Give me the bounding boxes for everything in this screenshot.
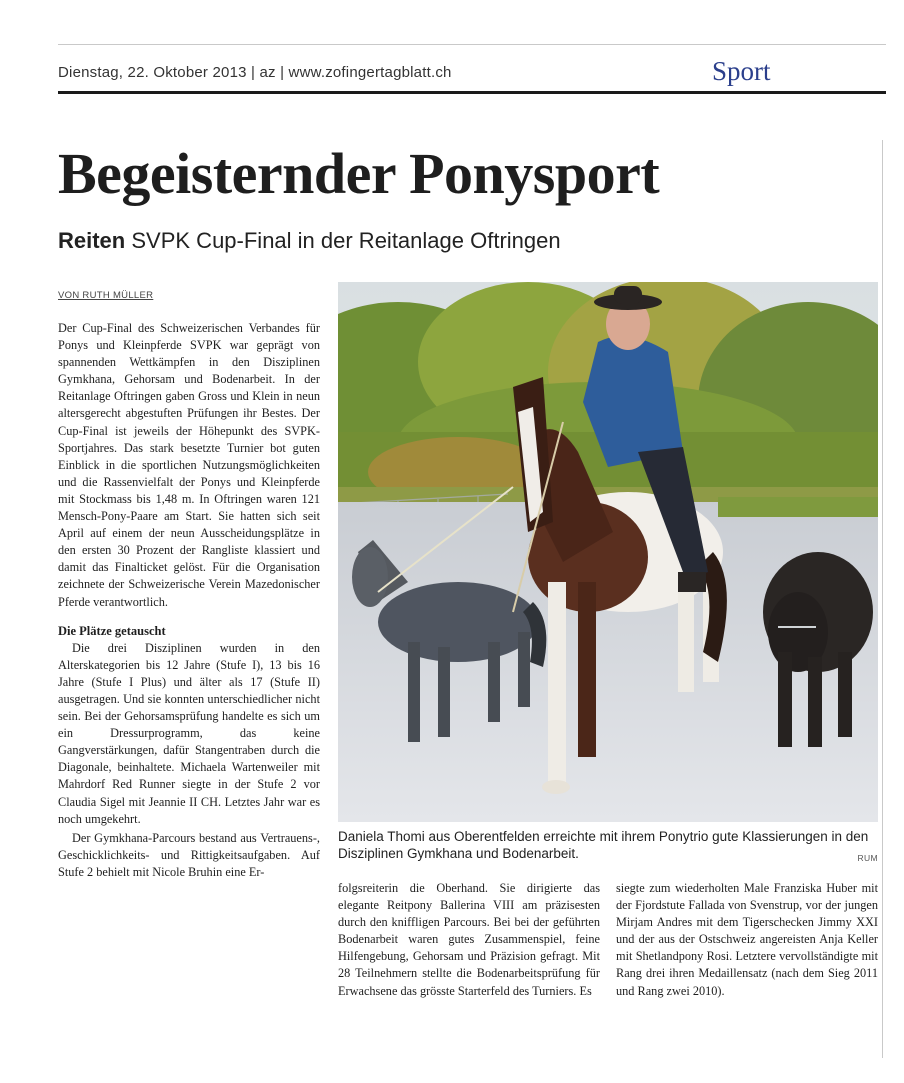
dateline: Dienstag, 22. Oktober 2013 | az | www.zofingertagblatt.ch [58,64,452,81]
photo-caption [338,828,878,867]
caption-text: Daniela Thomi aus Oberentfelden erreichte mit ihrem Ponytrio gute Klassierungen in den Disziplinen Gymkhana und Bodenarbeit. [338,829,869,861]
right-column-rule [882,140,883,1058]
photo-illustration [338,282,878,822]
subheadline-text: SVPK Cup-Final in der Reitanlage Oftringen [131,228,561,253]
subheading: Die Plätze getauscht [58,623,166,638]
lead-paragraph: Der Cup-Final des Schweizerischen Verbandes für Ponys und Kleinpferde SVPK war geprägt von spannenden Wettkämpfen in den Disziplinen Gymkhana, Gehorsam und Bodenarbeit. In der Reitanlage Oftringen gaben Gross und Klein in neun altersgerecht abgestuften Prüfungen ihr Bestes. Der Cup-Final ist jeweils der Höhepunkt des SVPK-Sportjahres. Das stark besetzte Turnier bot guten Einblick in die sportlichen Nutzungsmöglichkeiten und die Rassenvielfalt der Ponys und Kleinpferde mit Stockmass bis 1,48 m. In Oftringen waren 121 Mensch-Pony-Paare am Start. Sie hatten sich seit April auf einem der neun Ausscheidungsplätze in den ersten 30 Prozent der Rangliste klassiert und damit das Finalticket gelöst. Für die Organisation zeichnete der Schweizerische Verein Mazedonischer Pferde verantwortlich. [58,321,320,609]
column-3-text: siegte zum wiederholten Male Franziska Huber mit der Fjordstute Fallada von Svenstrup, vor der jungen Mirjam Andres mit dem Tigerschecken Jimmy XXI und der aus der Ostschweiz angereisten Anja Keller mit Shetlandpony Rosi. Letztere vervollständigte mit Rang drei ihren Medaillensatz (nach dem Sieg 2011 und Rang zwei 2010). [616,881,878,998]
byline: VON RUTH MÜLLER [58,290,154,301]
article-photo [338,282,878,822]
photo-credit: RUM [857,853,878,863]
column-2-text: folgsreiterin die Oberhand. Sie dirigierte das elegante Reitpony Ballerina VIII am präzisesten durch den kniffligen Parcours. Bei bei der geführten Bodenarbeit waren gutes Zusammenspiel, feine Hilfengebung, Gehorsam und Präzision gefragt. Mit 28 Teilnehmern stellte die Bodenarbeitsprüfung für Erwachsene das grösste Starterfeld des Turniers. Es [338,881,600,998]
article-column-1 [58,320,320,881]
kicker: Reiten [58,228,126,253]
subheadline [58,228,561,254]
headline: Begeisternder Ponysport [58,141,660,206]
paragraph-2: Die drei Disziplinen wurden in den Alterskategorien bis 12 Jahre (Stufe I), 13 bis 16 Jahre (Stufe I Plus) und älter als 17 (Stufe II) ausgetragen. Und sie konnten unterschiedlicher nicht sein. Bei der Gehorsamsprüfung handelte es sich um ein Dressurprogramm, das keine Gangverstärkungen, dafür Stangentraben durch die Diagonale, beinhaltete. Michaela Wartenweiler mit Mahrdorf Red Runner siegte in der Stufe 2 vor Claudia Sigel mit Jeannie II CH. Letztes Jahr war es noch umgekehrt. [58,640,320,826]
article-column-2 [338,880,600,1000]
header-rule [58,91,886,94]
paragraph-3: Der Gymkhana-Parcours bestand aus Vertrauens-, Geschicklichkeits- und Rittigkeitsaufgaben. Auf Stufe 2 behielt mit Nicole Bruhin eine Er- [58,830,320,879]
article-column-3 [616,880,878,1000]
section-label: Sport [712,56,771,86]
top-rule [58,44,886,45]
